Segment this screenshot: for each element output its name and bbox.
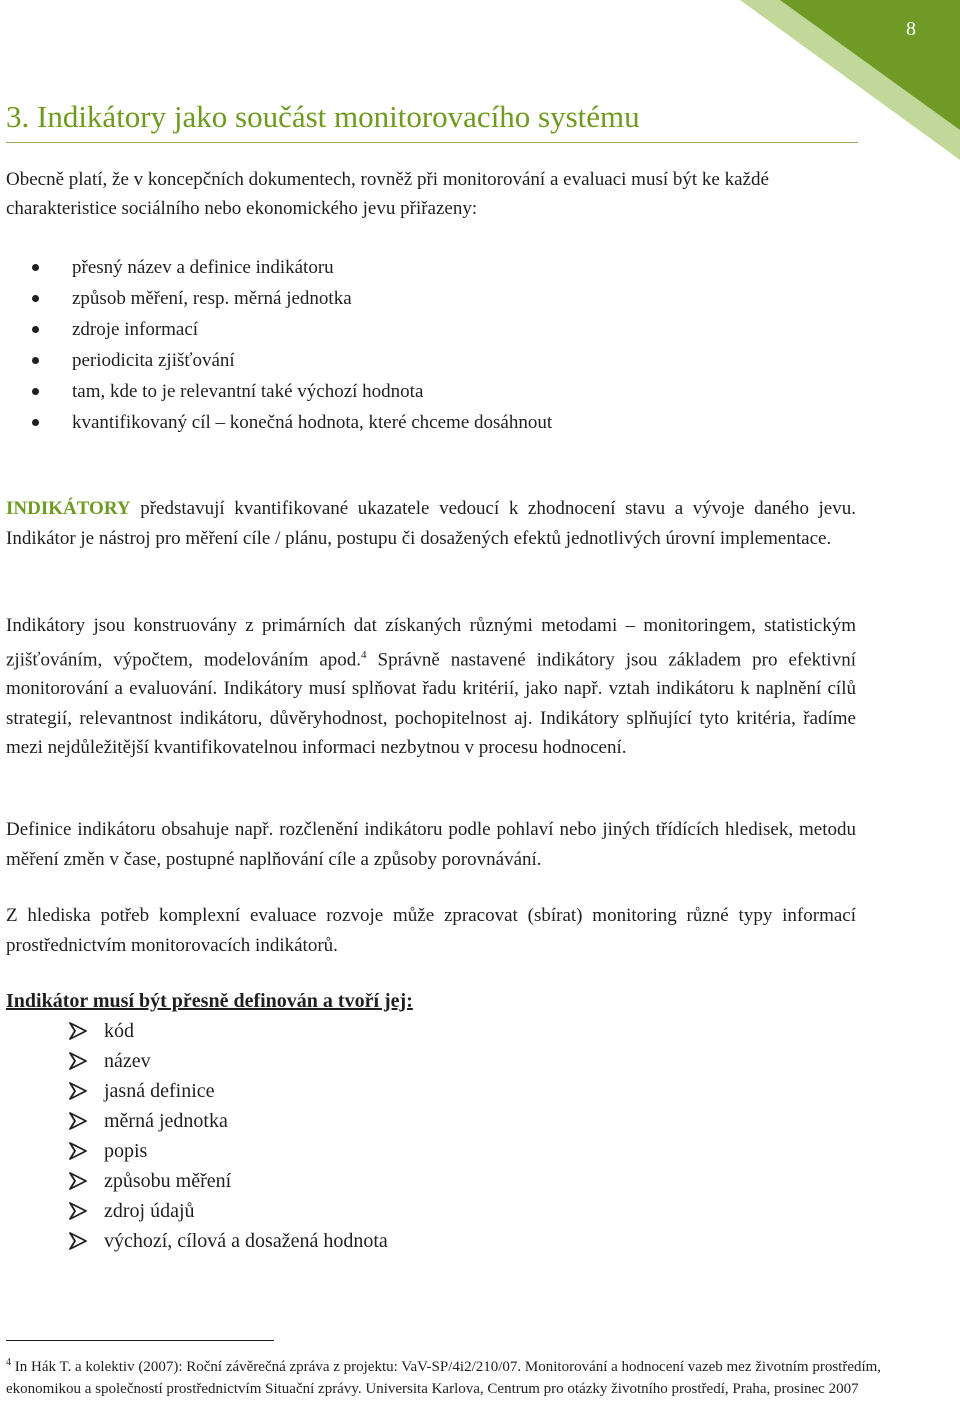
construction-text-a: Indikátory jsou konstruovány z primárních dat získaných různými metodami – monitoringem, statistickým zjišťováním, výpočtem, modelováním apod.: [6, 615, 856, 670]
requirement-item: [68, 1106, 388, 1136]
arrow-bullet-icon: [68, 1202, 88, 1220]
requirement-label: kód: [104, 1020, 134, 1042]
bullet-item: periodicita zjišťování: [30, 345, 552, 376]
bullet-item: kvantifikovaný cíl – konečná hodnota, které chceme dosáhnout: [30, 407, 552, 438]
requirement-item: [68, 1076, 388, 1106]
section-heading: 3. Indikátory jako součást monitorovacího systému: [6, 98, 858, 143]
requirement-label: jasná definice: [104, 1080, 215, 1102]
requirement-item: [68, 1166, 388, 1196]
requirements-list: [68, 1016, 388, 1256]
construction-text-b: Správně nastavené indikátory jsou základem pro efektivní monitorování a evaluování. Indikátory musí splňovat řadu kritérií, jako např. vztah indikátoru k naplnění cílů strategií, relevantnost indikátoru, důvěryhodnost, pochopitelnost aj. Indikátory splňující tyto kritéria, řadíme mezi nejdůležitější kvantifikovatelnou informaci nezbytnou v procesu hodnocení.: [6, 648, 856, 759]
arrow-bullet-icon: [68, 1082, 88, 1100]
footnote-text: In Hák T. a kolektiv (2007): Roční závěrečná zpráva z projektu: VaV-SP/4i2/210/07. Monitorování a hodnocení vazeb mez životním prostředím, ekonomikou a společností prostřednictvím Situační zprávy. Universita Karlova, Centrum pro otázky životního prostředí, Praha, prosinec 2007: [6, 1359, 882, 1397]
definition-paragraph: Definice indikátoru obsahuje např. rozčlenění indikátoru podle pohlaví nebo jiných třídících hledisek, metodu měření změn v čase, postupné naplňování cíle a způsoby porovnávání.: [6, 819, 856, 870]
requirement-item: [68, 1196, 388, 1226]
footnote-divider: [6, 1340, 274, 1341]
requirement-label: zdroj údajů: [104, 1200, 195, 1222]
requirement-label: způsobu měření: [104, 1170, 232, 1192]
evaluation-paragraph: Z hlediska potřeb komplexní evaluace rozvoje může zpracovat (sbírat) monitoring různé typy informací prostřednictvím monitorovacích indikátorů.: [6, 905, 856, 956]
indicators-text: představují kvantifikované ukazatele vedoucí k zhodnocení stavu a vývoje daného jevu. Indikátor je nástroj pro měření cíle / plánu, postupu či dosažených efektů jednotlivých úrovní implementace.: [6, 498, 856, 549]
requirement-label: výchozí, cílová a dosažená hodnota: [104, 1230, 388, 1252]
construction-paragraph: [6, 611, 856, 763]
arrow-bullet-icon: [68, 1052, 88, 1070]
arrow-bullet-icon: [68, 1112, 88, 1130]
indicators-lead: INDIKÁTORY: [6, 498, 131, 519]
footnote-reference[interactable]: 4: [361, 648, 367, 661]
footnote: [6, 1352, 886, 1400]
requirement-item: [68, 1046, 388, 1076]
requirement-item: [68, 1226, 388, 1256]
bullet-item: způsob měření, resp. měrná jednotka: [30, 283, 552, 314]
requirement-item: [68, 1016, 388, 1046]
intro-paragraph: Obecně platí, že v koncepčních dokumentech, rovněž při monitorování a evaluaci musí být ke každé charakteristice sociálního nebo ekonomického jevu přiřazeny:: [6, 169, 769, 219]
arrow-bullet-icon: [68, 1232, 88, 1250]
footnote-number: 4: [6, 1357, 11, 1368]
bullet-item: tam, kde to je relevantní také výchozí hodnota: [30, 376, 552, 407]
requirement-label: název: [104, 1050, 151, 1072]
requirements-title: Indikátor musí být přesně definován a tvoří jej:: [6, 990, 413, 1012]
bullet-item: přesný název a definice indikátoru: [30, 252, 552, 283]
page-number: 8: [906, 18, 916, 40]
requirement-label: popis: [104, 1140, 148, 1162]
arrow-bullet-icon: [68, 1172, 88, 1190]
requirement-label: měrná jednotka: [104, 1110, 228, 1132]
arrow-bullet-icon: [68, 1142, 88, 1160]
requirement-item: [68, 1136, 388, 1166]
bullet-list: [30, 252, 552, 438]
indicators-paragraph: [6, 494, 856, 553]
bullet-item: zdroje informací: [30, 314, 552, 345]
arrow-bullet-icon: [68, 1022, 88, 1040]
